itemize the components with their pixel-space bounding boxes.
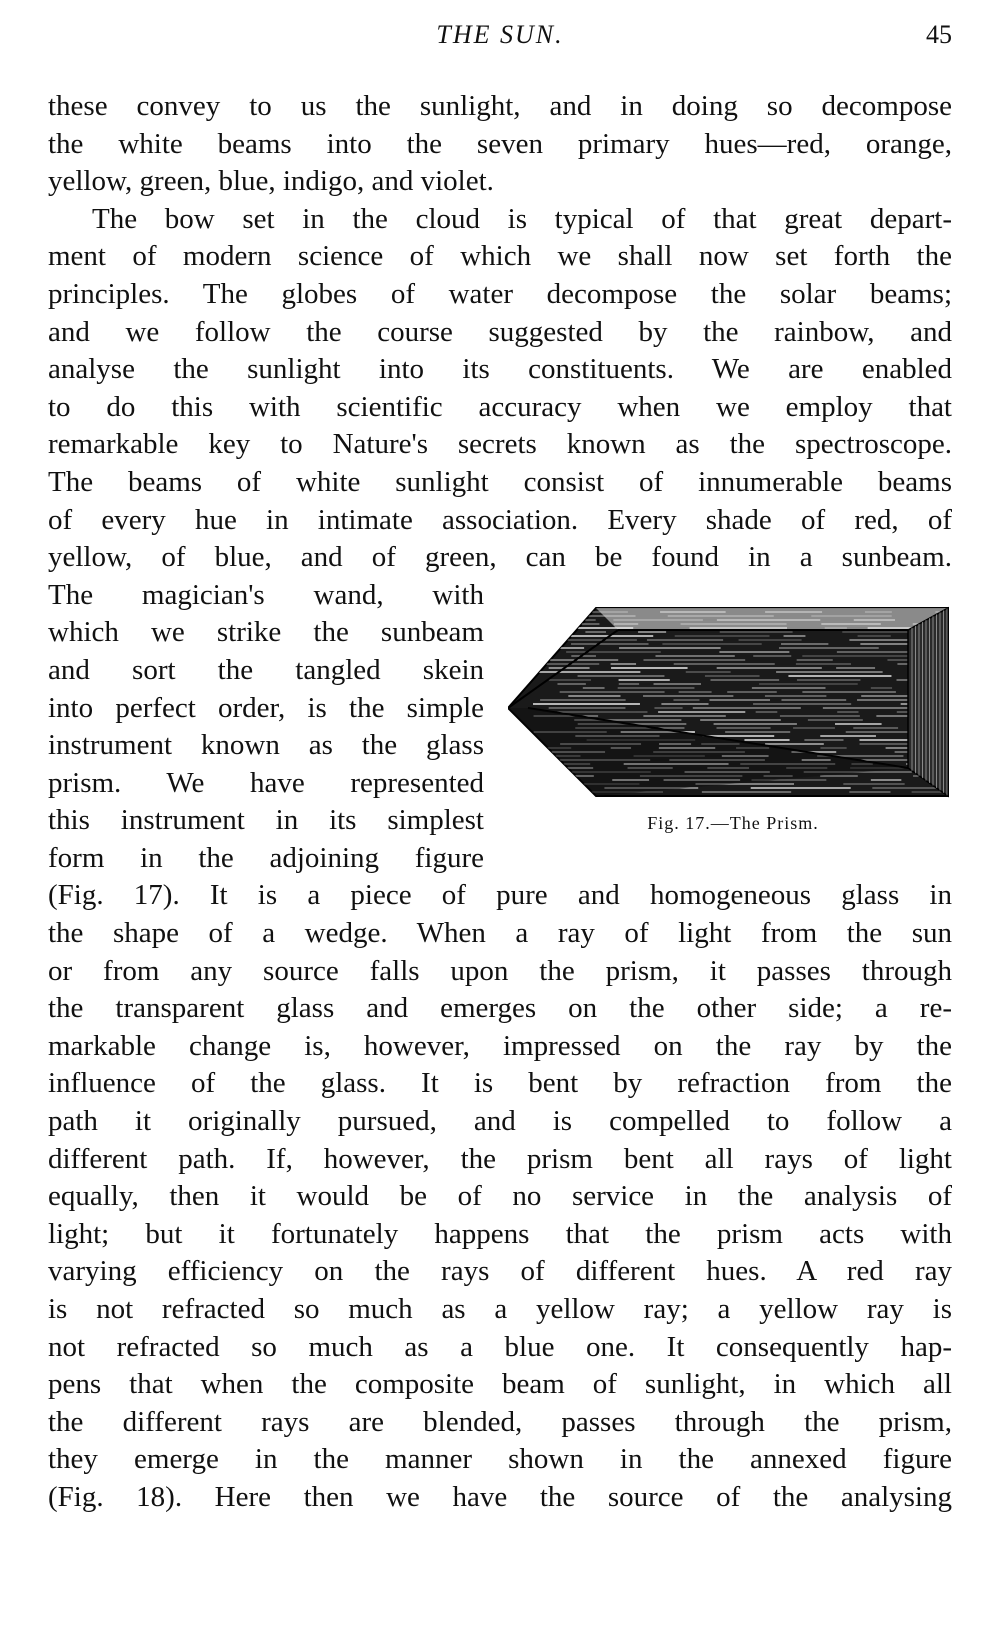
figure-caption: Fig. 17.—The Prism. bbox=[647, 813, 819, 833]
text-line: this instrument in its simplest bbox=[48, 804, 484, 837]
text-line: they emerge in the manner shown in the annexed figure bbox=[48, 1443, 952, 1476]
text-line: The bow set in the cloud is typical of that great depart- bbox=[92, 202, 952, 235]
text-line: is not refracted so much as a yellow ray; a yellow ray is bbox=[48, 1293, 952, 1325]
text-line: analyse the sunlight into its constituents. We are enabled bbox=[48, 353, 952, 386]
text-line: yellow, green, blue, indigo, and violet. bbox=[48, 165, 494, 198]
text-line: form in the adjoining figure bbox=[48, 841, 484, 874]
text-line: (Fig. 17). It is a piece of pure and homogeneous glass in bbox=[48, 879, 952, 912]
text-line: The beams of white sunlight consist of innumerable beams bbox=[48, 465, 952, 498]
figure-prism bbox=[508, 600, 958, 870]
text-line: yellow, of blue, and of green, can be found in a sunbeam. bbox=[48, 541, 952, 574]
text-line: different path. If, however, the prism bent all rays of light bbox=[48, 1142, 952, 1175]
text-line: the white beams into the seven primary hues—red, orange, bbox=[48, 127, 952, 160]
text-line: principles. The globes of water decompose the solar beams; bbox=[48, 277, 952, 310]
text-line: these convey to us the sunlight, and in doing so decompose bbox=[48, 90, 952, 122]
glass-prism-icon bbox=[508, 600, 958, 810]
text-line: the transparent glass and emerges on the other side; a re- bbox=[48, 992, 952, 1025]
text-line: ment of modern science of which we shall now set forth the bbox=[48, 240, 952, 273]
text-line: the different rays are blended, passes through the prism, bbox=[48, 1405, 952, 1438]
text-line: markable change is, however, impressed on the ray by the bbox=[48, 1029, 952, 1062]
page-number: 45 bbox=[926, 20, 952, 49]
text-line: prism. We have represented bbox=[48, 766, 484, 799]
text-line: into perfect order, is the simple bbox=[48, 691, 484, 724]
text-line: influence of the glass. It is bent by refraction from the bbox=[48, 1067, 952, 1100]
text-line: remarkable key to Nature's secrets known as the spectroscope. bbox=[48, 428, 952, 461]
text-line: which we strike the sunbeam bbox=[48, 616, 484, 649]
text-line: the shape of a wedge. When a ray of light from the sun bbox=[48, 917, 952, 950]
text-line: (Fig. 18). Here then we have the source of the analysing bbox=[48, 1480, 952, 1513]
running-head bbox=[48, 16, 952, 56]
text-line: instrument known as the glass bbox=[48, 729, 484, 762]
text-line: varying efficiency on the rays of different hues. A red ray bbox=[48, 1255, 952, 1288]
text-line: equally, then it would be of no service in the analysis of bbox=[48, 1180, 952, 1213]
text-line: to do this with scientific accuracy when we employ that bbox=[48, 390, 952, 423]
text-line: and sort the tangled skein bbox=[48, 653, 484, 686]
text-line: and we follow the course suggested by the rainbow, and bbox=[48, 315, 952, 348]
text-line: pens that when the composite beam of sunlight, in which all bbox=[48, 1368, 952, 1401]
text-line: or from any source falls upon the prism, it passes through bbox=[48, 954, 952, 987]
text-line: path it originally pursued, and is compelled to follow a bbox=[48, 1105, 952, 1138]
text-line: of every hue in intimate association. Every shade of red, of bbox=[48, 503, 952, 536]
text-line: light; but it fortunately happens that the prism acts with bbox=[48, 1217, 952, 1250]
text-line: The magician's wand, with bbox=[48, 578, 484, 611]
running-title: THE SUN. bbox=[436, 20, 564, 49]
text-line: not refracted so much as a blue one. It consequently hap- bbox=[48, 1330, 952, 1363]
